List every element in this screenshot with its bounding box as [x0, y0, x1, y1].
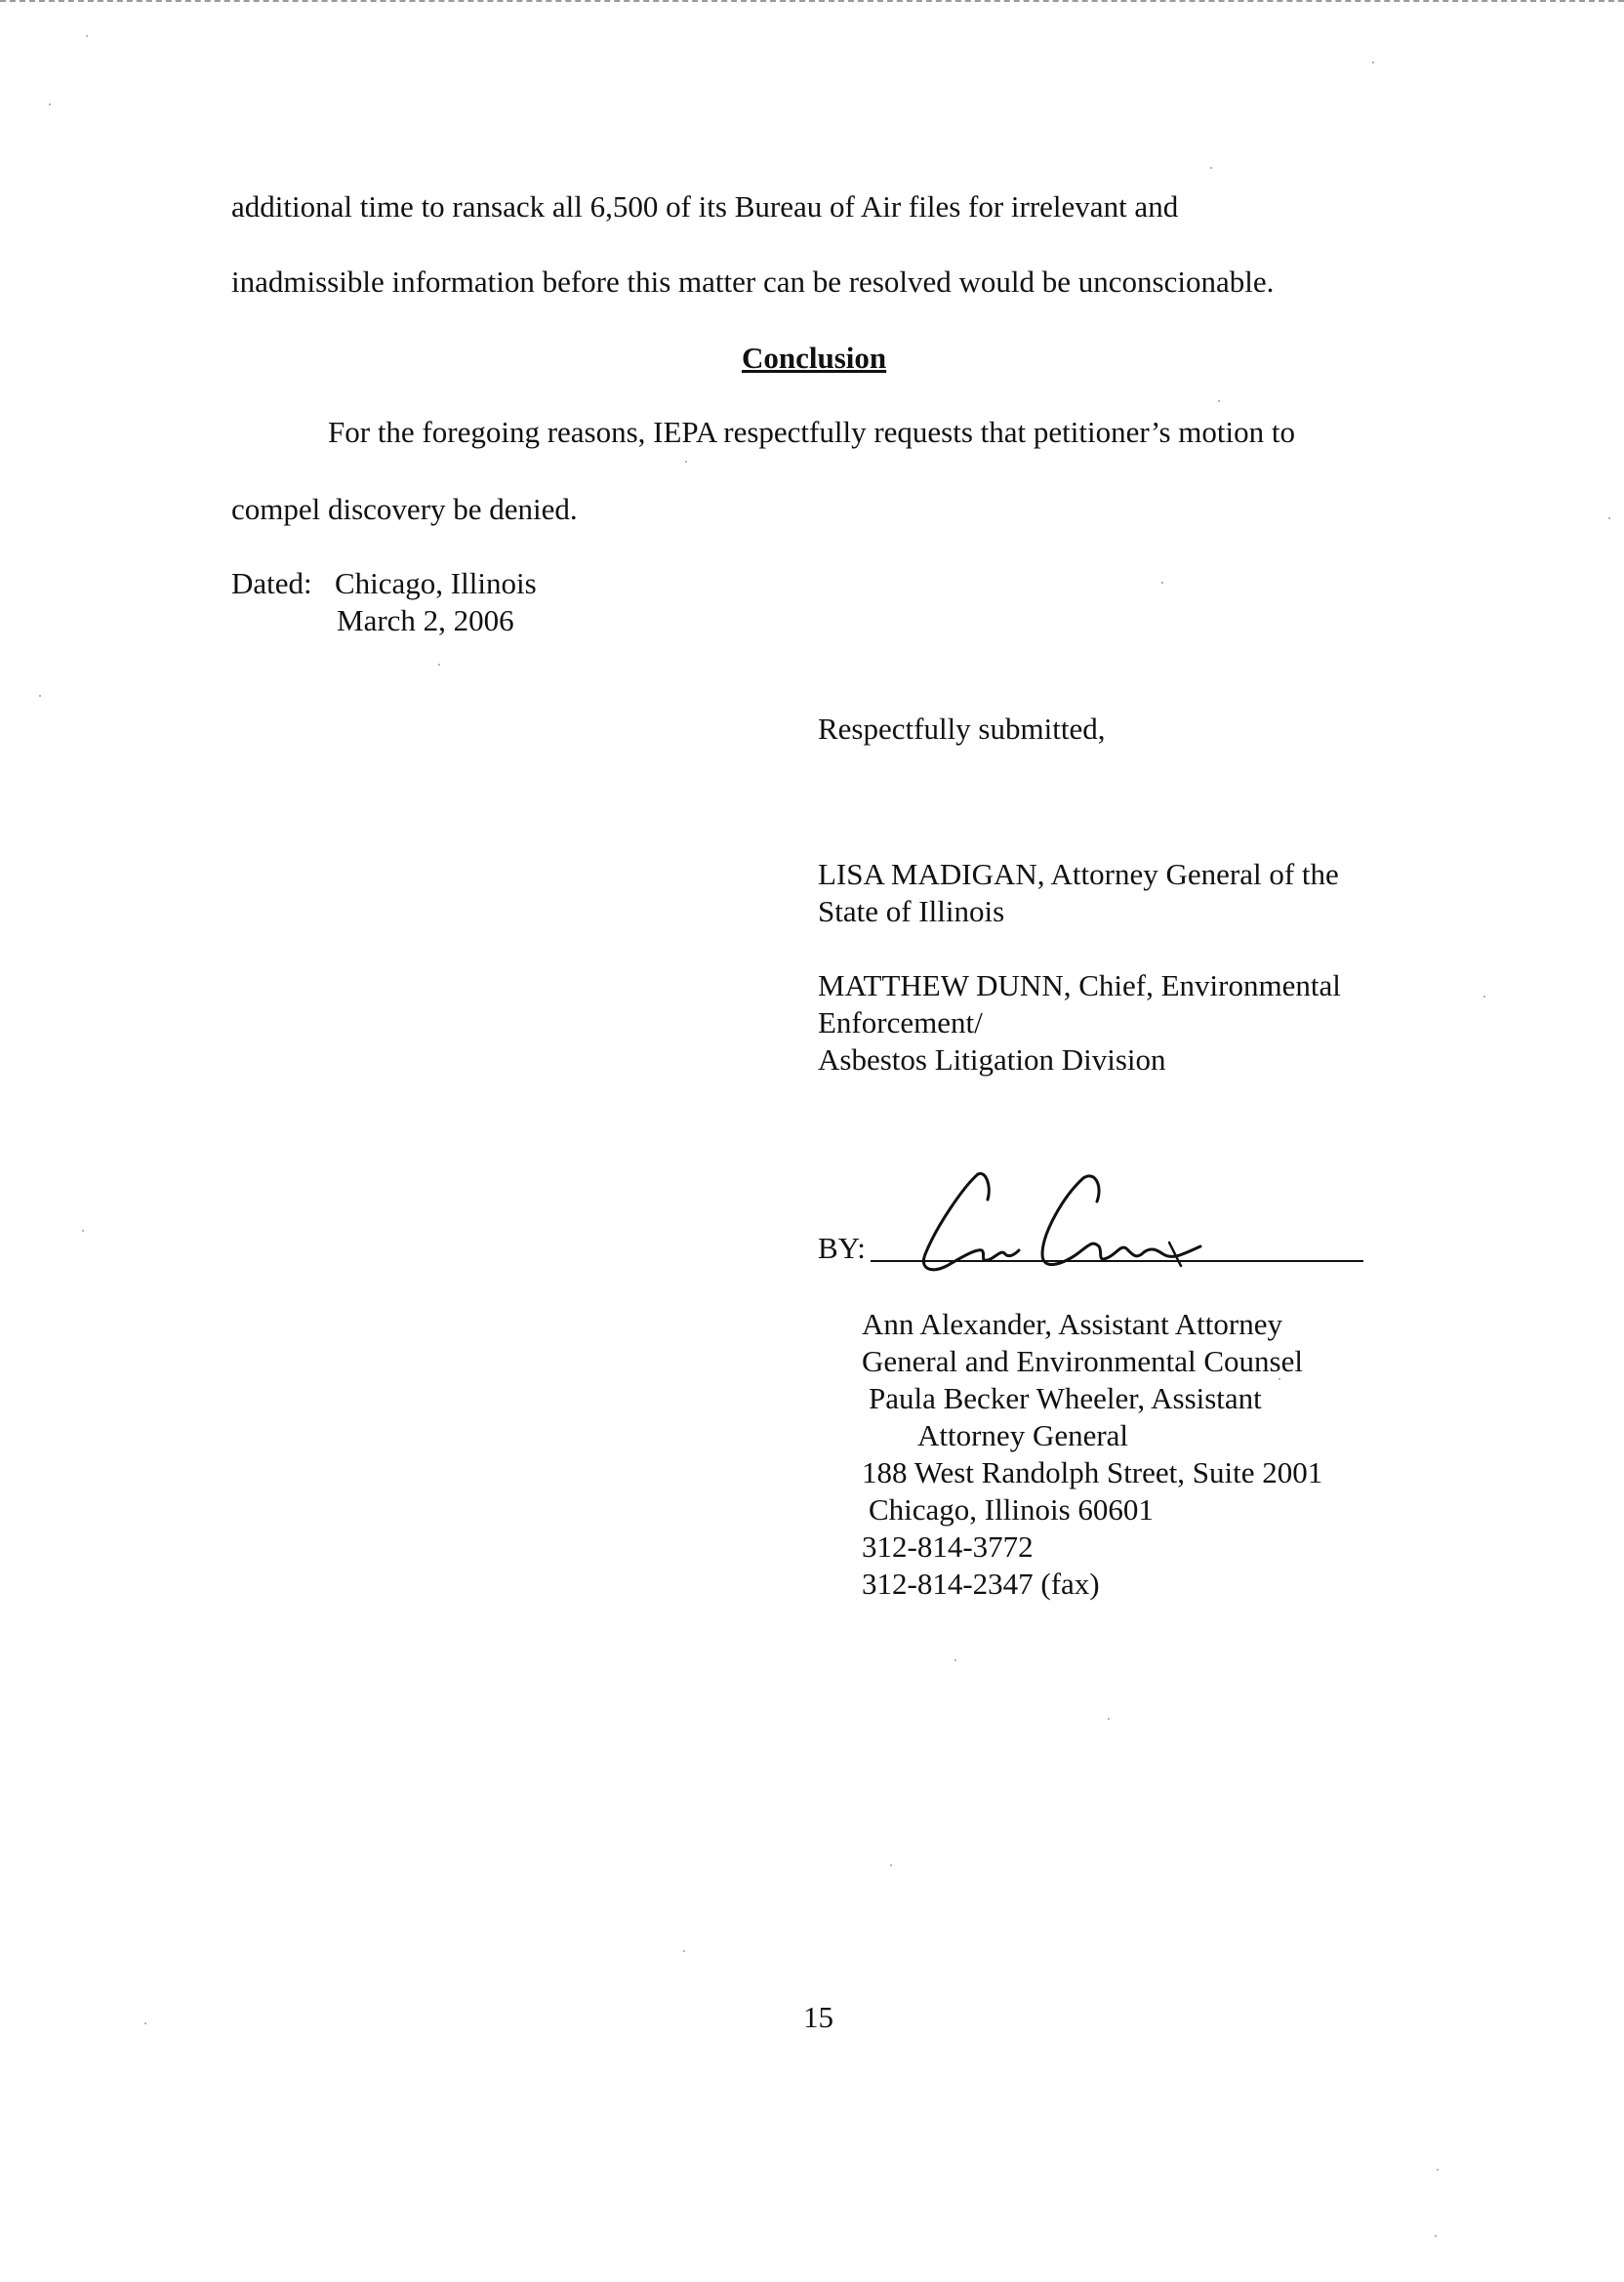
body-paragraph-line: inadmissible information before this matter can be resolved would be unconscionable.: [231, 265, 1275, 299]
signatory-line: Ann Alexander, Assistant Attorney: [862, 1307, 1282, 1341]
dated-place: Chicago, Illinois: [335, 566, 537, 600]
attorney-general-line: State of Illinois: [818, 894, 1005, 928]
dated-date: March 2, 2006: [337, 603, 514, 637]
address-line: 188 West Randolph Street, Suite 2001: [862, 1455, 1323, 1489]
handwritten-signature: [917, 1157, 1249, 1279]
signatory-line: General and Environmental Counsel: [862, 1344, 1303, 1378]
by-label: BY:: [818, 1231, 866, 1265]
fax-line: 312-814-2347 (fax): [862, 1567, 1100, 1601]
signatory-line: Attorney General: [917, 1418, 1129, 1452]
conclusion-paragraph-line: compel discovery be denied.: [231, 492, 578, 526]
attorney-general-line: LISA MADIGAN, Attorney General of the: [818, 857, 1339, 891]
signatory-line: Paula Becker Wheeler, Assistant: [869, 1381, 1262, 1415]
closing-salutation: Respectfully submitted,: [818, 712, 1106, 746]
address-line: Chicago, Illinois 60601: [869, 1492, 1154, 1527]
division-chief-line: Asbestos Litigation Division: [818, 1042, 1166, 1077]
conclusion-paragraph-line: For the foregoing reasons, IEPA respectfully requests that petitioner’s motion to: [328, 415, 1295, 449]
dated-label: Dated:: [231, 566, 312, 600]
division-chief-line: MATTHEW DUNN, Chief, Environmental: [818, 968, 1341, 1002]
section-heading: Conclusion: [742, 341, 887, 375]
phone-line: 312-814-3772: [862, 1529, 1034, 1564]
page-number: 15: [803, 2000, 833, 2034]
scan-top-edge: [0, 0, 1624, 2]
body-paragraph-line: additional time to ransack all 6,500 of its Bureau of Air files for irrelevant and: [231, 189, 1179, 224]
division-chief-line: Enforcement/: [818, 1005, 983, 1039]
